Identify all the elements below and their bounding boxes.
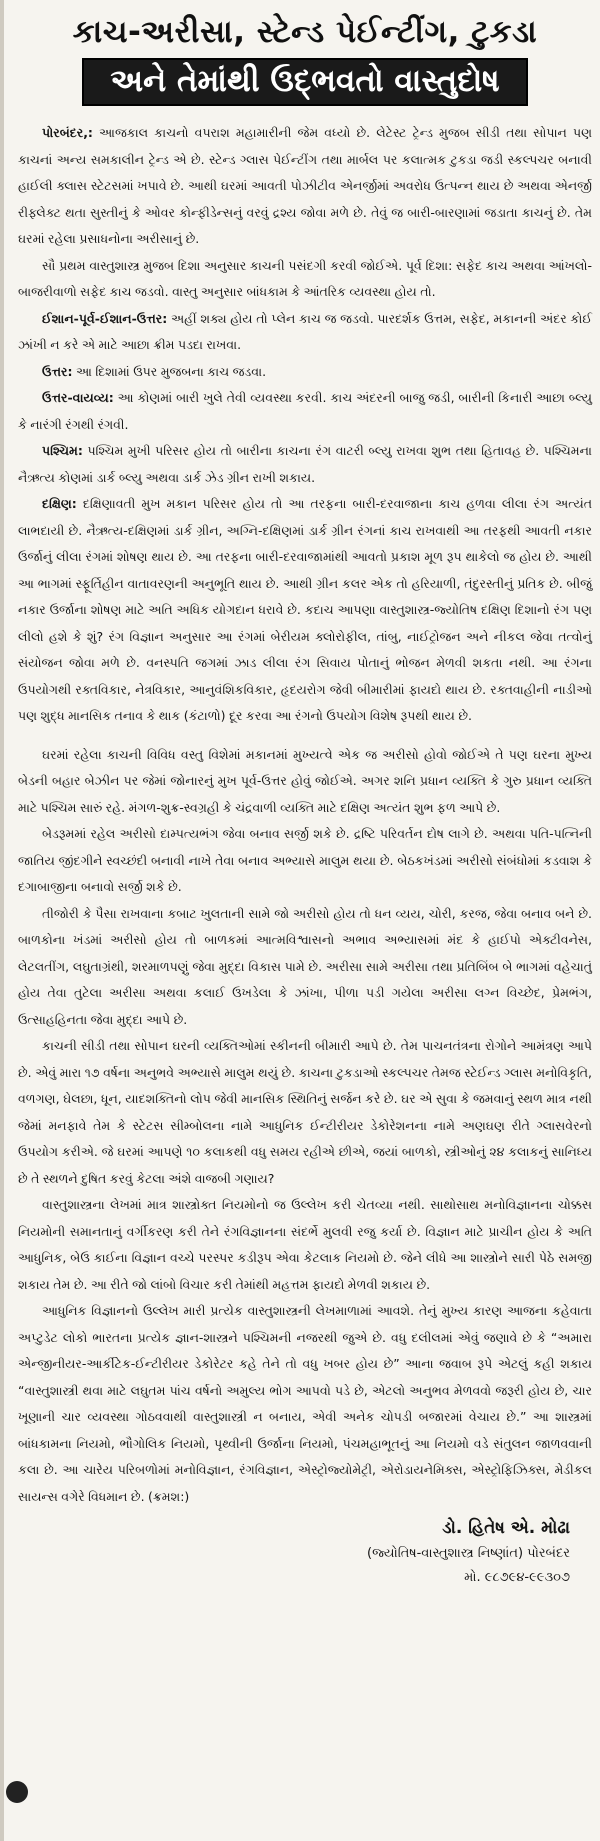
author-name: ડો. હિતેષ એ. મોઢા xyxy=(442,1518,570,1538)
article-body xyxy=(18,120,592,1510)
headline-line-1: કાચ-અરીસા, સ્ટેન્ડ પેઈન્ટીંગ, ટુકડા xyxy=(72,14,538,50)
paragraph-11: કાચની સીડી તથા સોપાન ઘરની વ્યક્તિઓમાં સ્કીનની બીમારી આપે છે. તેમ પાચનતંત્રના રોગોને આમંત્રણ આપે છે. એવું મારા ૧૭ વર્ષના અનુભવે અભ્યાસે માલુમ થયું છે. કાચના ટુકડાઓ સ્કલ્પચર તેમજ સ્ટેઈન્ડ ગ્લાસ મનોવિકૃતિ, વળગણ, ઘેલછા, ધૂન, યાદશક્તિનો લોપ જેવી માનસિક સ્થિતિનું સર્જન કરે છે. ઘર એ સુવા કે જમવાનું સ્થળ માત્ર નથી જેમાં મનફાવે તેમ કે સ્ટેટસ સીમ્બોલના નામે આધુનિક ઈન્ટીરીયર ડેકોરેશનના નામે અણઘણ રીતે ગ્લાસવેરનો ઉપયોગ કરીએ. જે ઘરમાં આપણે ૧૦ કલાકથી વધુ સમય રહીએ છીએ, જયાં બાળકો, સ્ત્રીઓનું ૨૪ કલાકનું સાનિધ્ય છે તે સ્થળને દુષિત કરવું કેટલા અંશે વાજબી ગણાય? xyxy=(18,1038,592,1186)
author-phone: મો. ૯૮૭૯૪-૯૯૩૦૭ xyxy=(464,1570,570,1585)
paragraph-3: ઈશાન-પૂર્વ-ઈશાન-ઉત્તર: અહીં શક્ય હોય તો પ્લેન કાચ જ જડવો. પારદર્શક ઉત્તમ, સફેદ, મકાનની અંદર કોઈ ઝાંખી ન કરે એ માટે આછા ક્રીમ પડદા રાખવા. xyxy=(18,310,592,352)
paragraph-6: પશ્ચિમ: પશ્ચિમ મુખી પરિસર હોય તો બારીના કાચના રંગ વાટરી બ્લ્યુ રાખવા શુભ તથા હિતાવહ છે. પશ્ચિમના નૈઋત્ય કોણમાં ડાર્ક બ્લ્યુ અથવા ડાર્ક ઝેડ ગ્રીન રાખી શકાય. xyxy=(18,443,592,485)
paragraph-2: સૌ પ્રથમ વાસ્તુશાસ્ત્ર મુજબ દિશા અનુસાર કાચની પસંદગી કરવી જોઈએ. પૂર્વ દિશા: સફેદ કાચ અથવા આંખલો-બાજરીવાળો સફેદ કાચ જડવો. વાસ્તુ અનુસાર બાંધકામ કે આંતરિક વ્યવસ્થા હોય તો. xyxy=(18,257,592,299)
paragraph-lead: ઉત્તર: xyxy=(42,363,73,379)
paragraph-9: બેડરૂમમાં રહેલ અરીસો દામ્પત્યભંગ જેવા બનાવ સર્જી શકે છે. દ્રષ્ટિ પરિવર્તન દોષ લાગે છે. અથવા પતિ-પત્નિની જાતિય જીંદગીને સ્વચ્છંદી બનાવી નાખે તેવા બનાવ અભ્યાસે માલુમ થયા છે. બેઠકખંડમાં અરીસો સંબંધોમાં કડવાશ કે દગાબાજીના બનાવો સર્જી શકે છે. xyxy=(18,826,592,894)
ink-blot-mark xyxy=(6,1781,28,1803)
paragraph-4: ઉત્તર: આ દિશામાં ઉપર મુજબના કાચ જડવા. xyxy=(42,363,267,379)
paragraph-text: આજકાલ કાચનો વપરાશ મહામારીની જેમ વધ્યો છે. લેટેસ્ટ ટ્રેન્ડ મુજબ સીડી તથા સોપાન પણ કાચનાં અન્ય સમકાલીન ટ્રેન્ડ એ છે. સ્ટેન્ડ ગ્લાસ પેઈન્ટીંગ તથા માર્બલ પર કલાત્મક ટુકડા જડી સ્કલ્પચર બનાવી હાઈલી ક્લાસ સ્ટેટસમાં ખપાવે છે. આથી ઘરમાં આવતી પોઝીટીવ એનર્જીમાં અવરોધ ઉત્પન્ન થાય છે અથવા એનર્જી રીફ્લેક્ટ થતા સુસ્તીનું કે ઓવર કોન્ફીડેન્સનું વરવું દ્રશ્ય જોવા મળે છે. તેવું જ બારી-બારણામાં જડાતા કાચનું છે. તેમ ઘરમાં રહેલા પ્રસાધનોના અરીસાનું છે. xyxy=(18,125,592,246)
paragraph-8: ઘરમાં રહેલા કાચની વિવિધ વસ્તુ વિશેમાં મકાનમાં મુખ્યત્વે એક જ અરીસો હોવો જોઈએ તે પણ ઘરના મુખ્ય બેડની બહાર બેઝીન પર જેમાં જોનારનું મુખ પૂર્વ-ઉત્તર હોવું જોઈએ. અગર શનિ પ્રધાન વ્યક્તિ કે ગુરુ પ્રધાન વ્યક્તિ માટે પશ્ચિમ સારું રહે. મંગળ-શુક્ર-સ્વગ્રહી કે ચંદ્રવાળી વ્યક્તિ માટે દક્ષિણ અત્યંત શુભ ફળ આપે છે. xyxy=(18,746,592,815)
paragraph-13: આધુનિક વિજ્ઞાનનો ઉલ્લેખ મારી પ્રત્યેક વાસ્તુશાસ્ત્રની લેખમાળામાં આવશે. તેનું મુખ્ય કારણ આજના કહેવાતા અપ્ટુડેટ લોકો ભારતના પ્રત્યેક જ્ઞાન-શાસ્ત્રને પશ્ચિમની નજરથી જુએ છે. વધુ દલીલમાં એવું જણાવે છે કે “અમારા એન્જીનીયર-આર્કીટેક-ઈન્ટીરીયર ડેકોરેટર કહે તેને તો વધુ ખબર હોય છે” આના જવાબ રૂપે એટલું કહી શકાય “વાસ્તુશાસ્ત્રી થવા માટે લઘુતમ પાંચ વર્ષનો અમુલ્ય ભોગ આપવો પડે છે, એટલો અનુભવ મેળવવો જરૂરી હોય છે, ચાર ખૂણાની ચાર વ્યવસ્થા ગોઠવવાથી વાસ્તુશાસ્ત્રી ન બનાય, એવી અનેક ચોપડી બજારમાં વેચાય છે.” આ શાસ્ત્રમાં બાંધકામના નિયમો, ભૌગોલિક નિયમો, પૃથ્વીની ઉર્જાના નિયમો, પંચમહાભૂતનું આ નિયમો વડે સંતુલન જાળવવાની કલા છે. આ ચારેય પરિબળોમાં મનોવિજ્ઞાન, રંગવિજ્ઞાન, એસ્ટ્રોજ્યોમેટ્રી, એરોડાયનેમિક્સ, એસ્ટ્રોફિઝિક્સ, મેડીકલ સાયન્સ વગેરે વિધમાન છે. (ક્રમશ:) xyxy=(18,1303,592,1504)
paragraph-10: તીજોરી કે પૈસા રાખવાના કબાટ ખુલતાની સામે જો અરીસો હોય તો ધન વ્યય, ચોરી, કરજ, જેવા બનાવ બને છે. બાળકોના ખંડમાં અરીસો હોય તો બાળકમાં આત્મવિશ્વાસનો અભાવ અભ્યાસમાં મંદ કે હાઈપો એક્ટીવનેસ, લેટલતીંગ, લઘુતાગ્રંથી, શરમાળપણું જેવા મુદ્દા વિકાસ પામે છે. અરીસા સામે અરીસા તથા પ્રતિબિંબ બે ભાગમાં વહેચાતું હોય તેવા તુટેલા અરીસા અથવા કલાઈ ઉખડેલા કે ઝાંખા, પીળા પડી ગયેલા અરીસા લગ્ન વિચ્છેદ, પ્રેમભંગ, ઉત્સાહહિનતા જેવા મુદ્દા આપે છે. xyxy=(18,905,592,1027)
paragraph-lead: દક્ષિણ: xyxy=(42,496,77,511)
author-signature xyxy=(18,1514,592,1590)
paragraph-lead: ઈશાન-પૂર્વ-ઈશાન-ઉત્તર: xyxy=(42,310,168,326)
dateline: પોરબંદર,: xyxy=(42,125,93,140)
author-title: (જ્યોતિષ-વાસ્તુશાસ્ત્ર નિષ્ણાંત) પોરબંદર xyxy=(367,1546,570,1561)
paragraph-7: દક્ષિણ: દક્ષિણાવતી મુખ મકાન પરિસર હોય તો આ તરફના બારી-દરવાજાના કાચ હળવા લીલા રંગ અત્યંત લાભદાયી છે. નૈઋત્ય-દક્ષિણમાં ડાર્ક ગ્રીન, અગ્નિ-દક્ષિણમાં ડાર્ક ગ્રીન રંગનાં કાચ રાખવાથી આ તરફથી આવતી નકાર ઉર્જાનું લીલા રંગમાં શોષણ થાય છે. આ તરફના બારી-દરવાજામાંથી આવતો પ્રકાશ મૂળ રૂપ થાકેલો જ હોય છે. આથી આ ભાગમાં સ્ફૂર્તિહીન વાતાવરણની અનુભૂતિ થાય છે. આથી ગ્રીન કલર એક તો હરિયાળી, તંદુરસ્તીનું પ્રતિક છે. બીજું નકાર ઉર્જાના શોષણ માટે અતિ અધિક યોગદાન ધરાવે છે. કદાચ આપણા વાસ્તુશાસ્ત્ર-જ્યોતિષ દક્ષિણ દિશાનો રંગ પણ લીલો હશે કે શું? રંગ વિજ્ઞાન અનુસાર આ રંગમાં બેરીયમ ક્લોરોફીલ, તાંબુ, નાઈટ્રોજન અને નીકલ જેવા તત્વોનું સંયોજન જોવા મળે છે. વનસ્પતિ જગમાં ઝાડ લીલા રંગ સિવાય પોતાનું ભોજન મેળવી શકતા નથી. આ રંગના ઉપયોગથી રક્તવિકાર, નેત્રવિકાર, આનુવંશિકવિકાર, હૃદયરોગ જેવી બીમારીમાં ફાયદો થાય છે. રક્તવાહીની નાડીઓ પણ શુદ્ધ માનસિક તનાવ કે થાક (કંટાળો) દૂર કરવા આ રંગનો ઉપયોગ વિશેષ રૂપથી થાય છે. xyxy=(18,496,592,723)
headline-line-2: અને તેમાંથી ઉદ્‌ભવતો વાસ્તુદોષ xyxy=(82,58,527,106)
paragraph-lead: ઉત્તર-વાયવ્ય: xyxy=(42,390,114,405)
headline xyxy=(18,10,592,106)
paragraph-lead: પશ્ચિમ: xyxy=(42,443,83,458)
paragraph-1 xyxy=(18,120,592,253)
paragraph-12: વાસ્તુશાસ્ત્રના લેખમાં માત્ર શાસ્ત્રોક્ત નિયમોનો જ ઉલ્લેખ કરી ચેતવ્યા નથી. સાથોસાથ મનોવિજ્ઞાનના ચોક્કસ નિયમોની સમાનતાનું વર્ગીકરણ કરી તેને રંગવિજ્ઞાનના સંદર્ભે મુલવી રજુ કર્યા છે. વિજ્ઞાન માટે પ્રાચીન હોય કે અતિ આધુનિક, બેઉ કાઈના વિજ્ઞાન વચ્ચે પરસ્પર કડીરૂપ એવા કેટલાક નિયમો છે. જેને લીધે આ શાસ્ત્રોને સારી પેઠે સમજી શકાય તેમ છે. આ રીતે જો લાંબો વિચાર કરી તેમાંથી મહત્તમ ફાયદો મેળવી શકાય છે. xyxy=(18,1197,592,1292)
paragraph-5: ઉત્તર-વાયવ્ય: આ કોણમાં બારી ખુલે તેવી વ્યવસ્થા કરવી. કાચ અંદરની બાજુ જડી, બારીની કિનારી આછા બ્લ્યુ કે નારંગી રંગથી રંગવી. xyxy=(18,390,592,432)
